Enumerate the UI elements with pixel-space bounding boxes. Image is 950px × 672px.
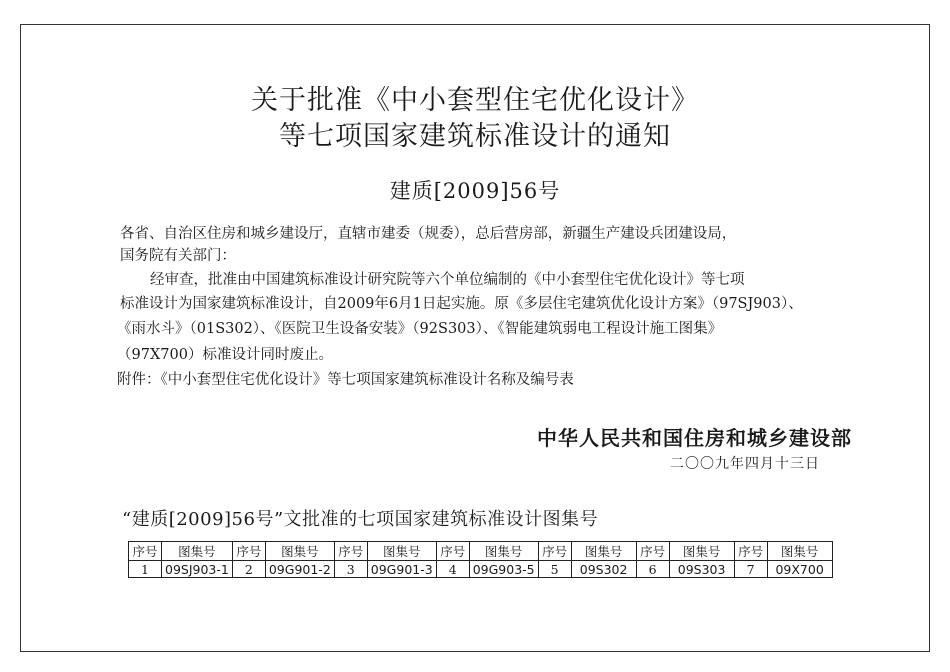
title-line-1: 关于批准《中小套型住宅优化设计》 xyxy=(251,85,699,116)
addressee-line-1: 各省、自治区住房和城乡建设厅，直辖市建委（规委），总后营房部，新疆生产建设兵团建设局， xyxy=(120,226,737,242)
table-cell-seq: 5 xyxy=(538,561,571,578)
table-header-seq: 序号 xyxy=(436,542,469,561)
table-header-code: 图集号 xyxy=(571,542,636,561)
table-header-seq: 序号 xyxy=(129,542,162,561)
table-header-row xyxy=(129,542,833,561)
table-cell-code: 09G901-2 xyxy=(265,561,334,578)
table-cell-code: 09SJ903-1 xyxy=(162,561,233,578)
table-header-seq: 序号 xyxy=(538,542,571,561)
table-header-seq: 序号 xyxy=(734,542,767,561)
table-cell-seq: 7 xyxy=(734,561,767,578)
table-row xyxy=(129,561,833,578)
body-line-1: 经审查，批准由中国建筑标准设计研究院等六个单位编制的《中小套型住宅优化设计》等七项 xyxy=(150,272,745,288)
title-line-2: 等七项国家建筑标准设计的通知 xyxy=(279,121,671,152)
table-header-seq: 序号 xyxy=(232,542,265,561)
atlas-code-table xyxy=(128,541,833,578)
table-header-code: 图集号 xyxy=(469,542,538,561)
table-cell-seq: 1 xyxy=(129,561,162,578)
table-header-seq: 序号 xyxy=(334,542,367,561)
table-header-code: 图集号 xyxy=(367,542,436,561)
table-cell-code: 09X700 xyxy=(767,561,832,578)
table-cell-seq: 4 xyxy=(436,561,469,578)
body-line-3: 《雨水斗》（01S302）、《医院卫生设备安装》（92S303）、《智能建筑弱电工程设计施工图集》 xyxy=(117,321,723,337)
table-header-code: 图集号 xyxy=(669,542,734,561)
body-line-4: （97X700）标准设计同时废止。 xyxy=(117,347,333,363)
addressee-line-2: 国务院有关部门： xyxy=(120,248,236,264)
table-cell-seq: 3 xyxy=(334,561,367,578)
table-cell-code: 09S303 xyxy=(669,561,734,578)
signature-organization: 中华人民共和国住房和城乡建设部 xyxy=(537,426,852,450)
table-header-seq: 序号 xyxy=(636,542,669,561)
table-header-code: 图集号 xyxy=(162,542,233,561)
signature-date: 二〇〇九年四月十三日 xyxy=(670,456,820,472)
list-title: “建质[2009]56号”文批准的七项国家建筑标准设计图集号 xyxy=(122,509,599,530)
table-cell-seq: 6 xyxy=(636,561,669,578)
table-cell-code: 09G901-3 xyxy=(367,561,436,578)
attachment-line: 附件：《中小套型住宅优化设计》等七项国家建筑标准设计名称及编号表 xyxy=(117,372,574,388)
table-header-code: 图集号 xyxy=(265,542,334,561)
table-cell-seq: 2 xyxy=(232,561,265,578)
table-header-code: 图集号 xyxy=(767,542,832,561)
table-cell-code: 09S302 xyxy=(571,561,636,578)
table-cell-code: 09G903-5 xyxy=(469,561,538,578)
document-number: 建质[2009]56号 xyxy=(389,179,561,203)
body-line-2: 标准设计为国家建筑标准设计，自2009年6月1日起实施。原《多层住宅建筑优化设计方案》（97SJ903）、 xyxy=(120,296,803,312)
